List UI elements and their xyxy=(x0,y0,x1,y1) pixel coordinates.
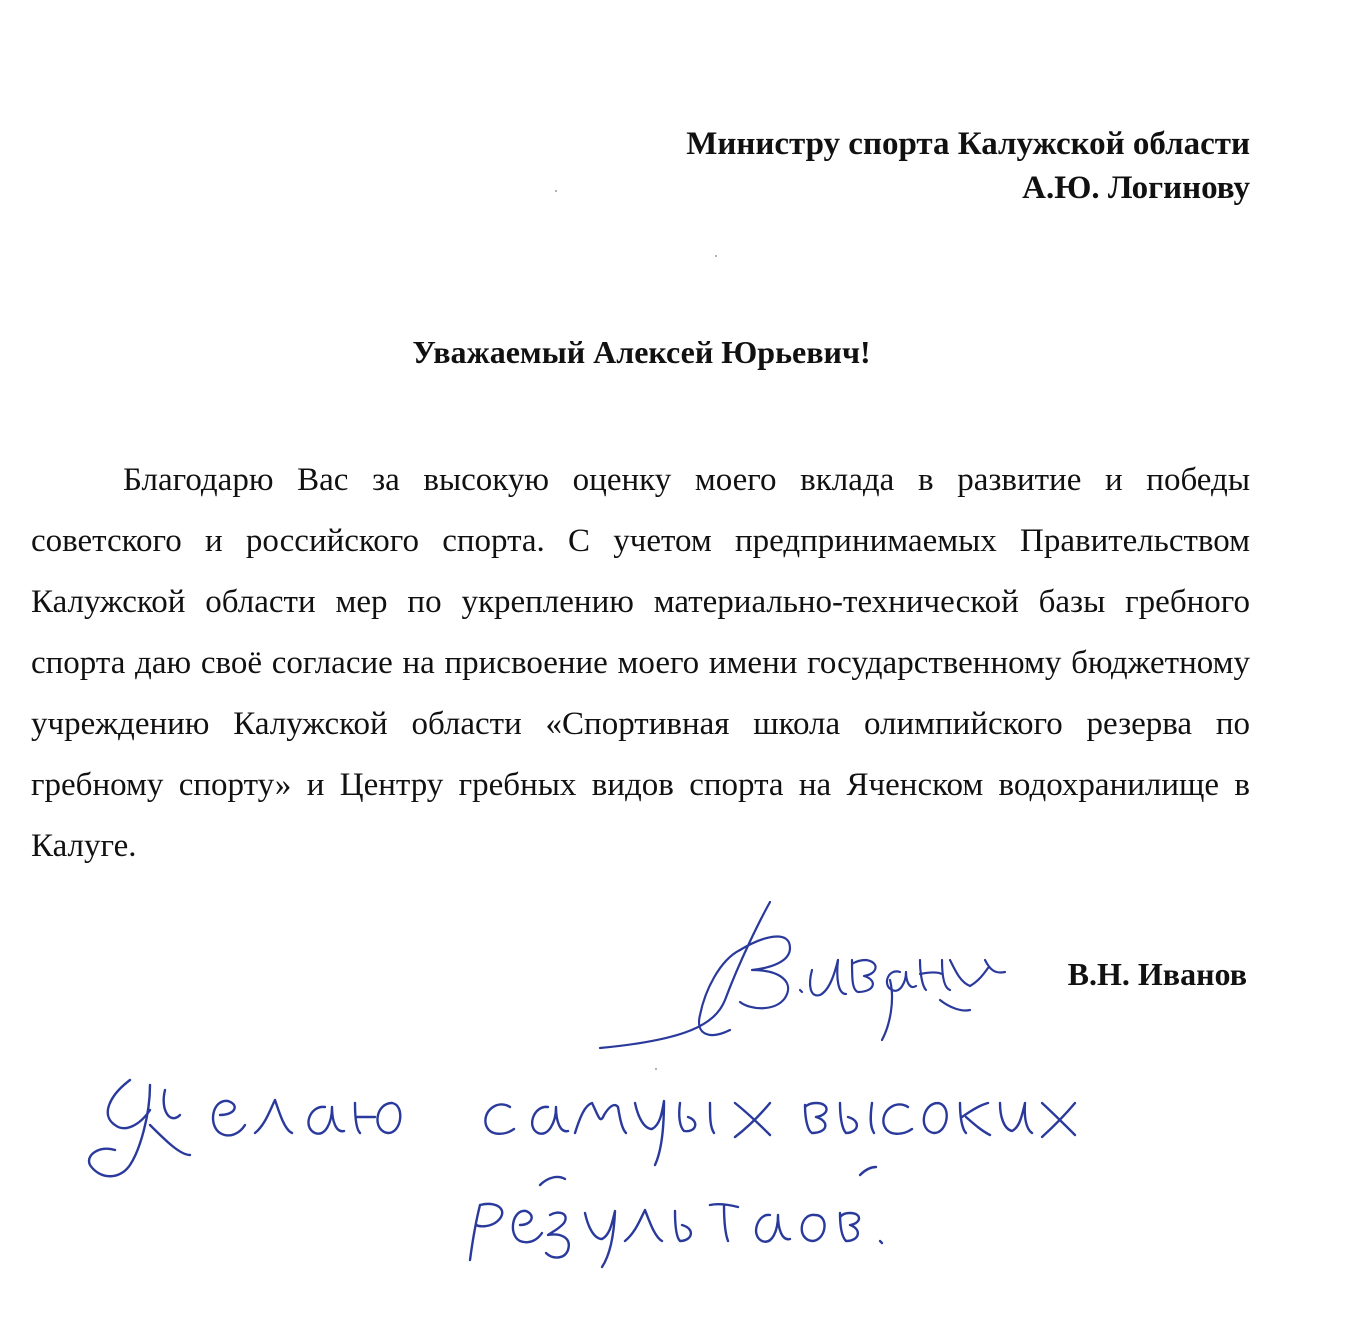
handwritten-signature xyxy=(590,890,1030,1065)
letter-body: Благодарю Вас за высокую оценку моего вклада в развитие и победы советского и российского спорта. С учетом предпринимаемых Правительством Калужской области мер по укреплению материально-технической базы гребного спорта даю своё согласие на присвоение моего имени государственному бюджетному учреждению Калужской области «Спортивная школа олимпийского резерва по гребному спорту» и Центру гребных видов спорта на Яченском водохранилище в Калуге. xyxy=(31,462,1250,864)
scan-speck xyxy=(655,1068,657,1070)
addressee-title: Министру спорта Калужской области xyxy=(686,126,1250,162)
handwritten-note xyxy=(70,1055,1110,1275)
scan-speck xyxy=(555,190,557,192)
addressee-block xyxy=(686,122,1250,210)
signer-name: В.Н. Иванов xyxy=(1067,956,1247,992)
salutation: Уважаемый Алексей Юрьевич! xyxy=(412,334,871,370)
addressee-name: А.Ю. Логинову xyxy=(1022,170,1250,206)
scan-speck xyxy=(715,255,717,257)
